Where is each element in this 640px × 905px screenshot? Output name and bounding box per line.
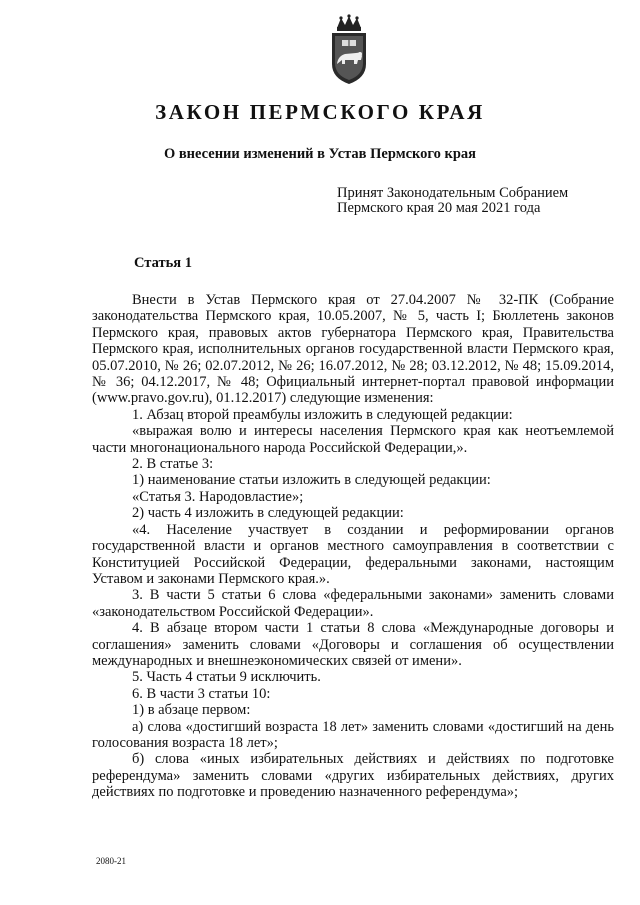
document-code: 2080-21 (96, 856, 126, 866)
article-heading: Статья 1 (134, 255, 192, 271)
article-paragraph: 5. Часть 4 статьи 9 исключить. (132, 669, 321, 686)
coat-of-arms-icon (323, 14, 375, 86)
article-paragraph: 3. В части 5 статьи 6 слова «федеральными законами» заменить словами «законодательством Российской Федерации». (92, 587, 614, 620)
article-body (92, 292, 614, 801)
article-paragraph: «Статья 3. Народовластие»; (132, 488, 304, 505)
adoption-note (337, 186, 617, 216)
article-paragraph: 2) часть 4 изложить в следующей редакции: (132, 505, 404, 522)
article-paragraph: 6. В части 3 статьи 10: (132, 685, 271, 702)
article-paragraph: 1) в абзаце первом: (132, 702, 251, 719)
article-paragraph: а) слова «достигший возраста 18 лет» заменить словами «достигший на день голосования возраста 18 лет»; (92, 718, 614, 751)
article-paragraph: «выражая волю и интересы населения Пермского края как неотъемлемой части многонационального народа Российской Федерации,». (92, 423, 614, 456)
adoption-note-line: Пермского края 20 мая 2021 года (337, 200, 541, 216)
article-paragraph: 1) наименование статьи изложить в следующей редакции: (132, 472, 491, 489)
adoption-note-line: Принят Законодательным Собранием (337, 185, 569, 201)
article-paragraph: 1. Абзац второй преамбулы изложить в следующей редакции: (132, 406, 513, 423)
law-subtitle: О внесении изменений в Устав Пермского края (163, 146, 477, 162)
article-paragraph: 4. В абзаце втором части 1 статьи 8 слова «Международные договоры и соглашения» заменить словами «Договоры и соглашения об осуществлении международных и внешнеэкономических связей от имени». (92, 620, 614, 669)
article-paragraph: «4. Население участвует в создании и реформировании органов государственной власти и органов местного самоуправления в соответствии с Конституцией Российской Федерации, федеральными законами, настоящим Уставом и законами Пермского края.». (92, 521, 614, 587)
article-paragraph: б) слова «иных избирательных действиях и действиях по подготовке референдума» заменить словами «других избирательных действиях, других действиях по подготовке и проведению назначенного референдума»; (92, 751, 614, 801)
article-paragraph: Внести в Устав Пермского края от 27.04.2007 № 32-ПК (Собрание законодательства Пермского края, 10.05.2007, № 5, часть I; Бюллетень законов Пермского края, правовых актов губернатора Пермского края, Правительства Пермского края, исполнительных органов государственной власти Пермского края, 05.07.2010, № 26; 02.07.2012, № 26; 16.07.2012, № 28; 03.12.2012, № 48; 15.09.2014, № 36; 04.12.2017, № 48; Официальный интернет-портал правовой информации (www.pravo.gov.ru), 01.12.2017) следующие изменения: (92, 292, 614, 407)
law-title: ЗАКОН ПЕРМСКОГО КРАЯ (155, 100, 485, 124)
article-paragraph: 2. В статье 3: (132, 456, 214, 473)
